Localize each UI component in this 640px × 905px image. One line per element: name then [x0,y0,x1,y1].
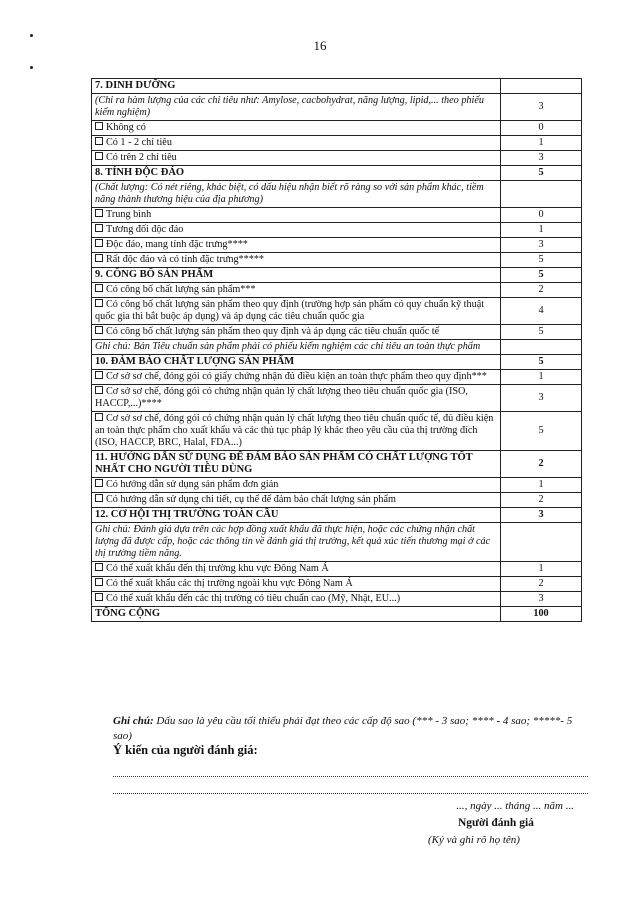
reviewer-opinion-label: Ý kiến của người đánh giá: [113,743,258,757]
checkbox-icon[interactable] [95,578,103,586]
description-row [92,181,582,208]
score-cell [501,523,582,562]
score-cell: 1 [501,223,582,238]
score-cell: 2 [501,451,582,478]
score-cell: 5 [501,268,582,283]
criterion-cell [92,412,501,451]
score-cell: 4 [501,298,582,325]
criterion-cell [92,592,501,607]
score-cell: 3 [501,508,582,523]
opinion-line-1[interactable] [113,776,588,777]
option-row [92,412,582,451]
criterion-cell [92,370,501,385]
score-cell: 5 [501,325,582,340]
option-row [92,298,582,325]
score-cell: 1 [501,370,582,385]
option-row [92,577,582,592]
score-cell: 3 [501,94,582,121]
checkbox-icon[interactable] [95,593,103,601]
criterion-text: Có công bố chất lượng sản phẩm theo quy định (trường hợp sản phẩm có quy chuẩn kỹ thuật quốc gia thì bắt buộc áp dụng) và áp dụng các tiêu chuẩn quốc gia [95,299,485,322]
criterion-cell [92,253,501,268]
scoring-table [91,78,582,622]
criterion-text: TỔNG CỘNG [95,608,161,619]
criterion-text: Ghi chú: Bản Tiêu chuẩn sản phẩm phải có phiếu kiểm nghiệm các chỉ tiêu an toàn thực phẩm [95,341,481,352]
score-cell: 2 [501,577,582,592]
criterion-cell [92,136,501,151]
checkbox-icon[interactable] [95,326,103,334]
section-header-row [92,508,582,523]
score-cell: 3 [501,385,582,412]
option-row [92,151,582,166]
section-header-row [92,79,582,94]
criterion-text: (Chất lượng: Có nét riêng, khác biệt, có dấu hiệu nhận biết rõ ràng so với sản phẩm khác, tiềm năng thành thương hiệu của địa phương) [95,182,484,205]
margin-mark [30,66,33,69]
page-number: 16 [313,38,327,53]
criterion-cell [92,121,501,136]
criterion-cell [92,208,501,223]
criterion-cell [92,238,501,253]
score-cell: 2 [501,283,582,298]
criterion-text: Có công bố chất lượng sản phẩm theo quy định và áp dụng các tiêu chuẩn quốc tế [106,326,440,337]
score-cell: 1 [501,562,582,577]
option-row [92,385,582,412]
footnote [113,714,593,744]
score-cell: 2 [501,493,582,508]
score-cell: 0 [501,121,582,136]
checkbox-icon[interactable] [95,224,103,232]
criterion-text: Trung bình [106,209,152,220]
score-cell: 5 [501,355,582,370]
criterion-text: (Chỉ ra hàm lượng của các chỉ tiêu như: Amylose, cacbohydrat, năng lượng, lipid,... theo phiếu kiểm nghiệm) [95,95,484,118]
criterion-text: 7. DINH DƯỠNG [95,80,176,91]
score-cell: 5 [501,166,582,181]
checkbox-icon[interactable] [95,239,103,247]
criterion-text: Có 1 - 2 chỉ tiêu [106,137,172,148]
option-row [92,592,582,607]
checkbox-icon[interactable] [95,371,103,379]
criterion-text: Có thể xuất khẩu đến thị trường khu vực Đông Nam Á [106,563,329,574]
section-header-row [92,451,582,478]
criterion-cell [92,478,501,493]
option-row [92,370,582,385]
checkbox-icon[interactable] [95,413,103,421]
option-row [92,325,582,340]
criterion-cell [92,508,501,523]
score-cell [501,79,582,94]
criterion-text: 8. TÍNH ĐỘC ĐÁO [95,167,185,178]
score-cell: 1 [501,478,582,493]
description-row [92,340,582,355]
score-cell: 5 [501,412,582,451]
criterion-text: Cơ sở sơ chế, đóng gói có chứng nhận quản lý chất lượng theo tiêu chuẩn quốc gia (ISO, HACCP,...)**** [95,386,468,409]
score-cell: 3 [501,592,582,607]
criterion-cell [92,451,501,478]
score-cell: 1 [501,136,582,151]
margin-mark [30,34,33,37]
signer-note: (Ký và ghi rõ họ tên) [428,834,520,846]
criterion-text: 12. CƠ HỘI THỊ TRƯỜNG TOÀN CẦU [95,509,279,520]
signer-title: Người đánh giá [458,817,534,829]
criterion-cell [92,523,501,562]
option-row [92,121,582,136]
criterion-text: 10. ĐẢM BẢO CHẤT LƯỢNG SẢN PHẨM [95,356,295,367]
criterion-text: Không có [106,122,146,133]
criterion-text: Có thể xuất khẩu các thị trường ngoài khu vực Đông Nam Á [106,578,353,589]
option-row [92,478,582,493]
criterion-cell [92,298,501,325]
checkbox-icon[interactable] [95,494,103,502]
criterion-text: Độc đáo, mang tính đặc trưng**** [106,239,248,250]
criterion-cell [92,166,501,181]
date-line: ..., ngày ... tháng ... năm ... [456,800,574,812]
option-row [92,562,582,577]
section-header-row [92,355,582,370]
score-cell [501,181,582,208]
criterion-cell [92,340,501,355]
checkbox-icon[interactable] [95,284,103,292]
footnote-text: Dấu sao là yêu cầu tối thiểu phải đạt theo các cấp độ sao (*** - 3 sao; **** - 4 sao; *****- 5 sao) [113,715,573,742]
checkbox-icon[interactable] [95,254,103,262]
description-row [92,523,582,562]
criterion-text: Cơ sở sơ chế, đóng gói có giấy chứng nhận đủ điều kiện an toàn thực phẩm theo quy định*** [106,371,487,382]
criterion-cell [92,355,501,370]
checkbox-icon[interactable] [95,137,103,145]
option-row [92,253,582,268]
section-header-row [92,166,582,181]
opinion-line-2[interactable] [113,793,588,794]
option-row [92,238,582,253]
checkbox-icon[interactable] [95,152,103,160]
criterion-cell [92,94,501,121]
criterion-text: 9. CÔNG BỐ SẢN PHẨM [95,269,214,280]
criterion-text: Rất độc đáo và có tính đặc trưng***** [106,254,265,265]
score-cell: 0 [501,208,582,223]
criterion-text: 11. HƯỚNG DẪN SỬ DỤNG ĐỂ ĐẢM BẢO SẢN PHẨM CÓ CHẤT LƯỢNG TỐT NHẤT CHO NGƯỜI TIÊU DÙNG [95,452,473,475]
criterion-cell [92,325,501,340]
criterion-cell [92,493,501,508]
checkbox-icon[interactable] [95,563,103,571]
criterion-cell [92,385,501,412]
footnote-label: Ghi chú: [113,715,154,727]
section-header-row [92,607,582,622]
criterion-cell [92,607,501,622]
criterion-text: Có trên 2 chỉ tiêu [106,152,177,163]
checkbox-icon[interactable] [95,386,103,394]
score-cell [501,340,582,355]
checkbox-icon[interactable] [95,122,103,130]
criterion-cell [92,283,501,298]
score-cell: 5 [501,253,582,268]
option-row [92,493,582,508]
criterion-cell [92,268,501,283]
checkbox-icon[interactable] [95,299,103,307]
criterion-text: Có thể xuất khẩu đến các thị trường có tiêu chuẩn cao (Mỹ, Nhật, EU...) [106,593,401,604]
criterion-text: Có hướng dẫn sử dụng chi tiết, cụ thể để đảm bảo chất lượng sản phẩm [106,494,396,505]
criterion-cell [92,223,501,238]
criterion-cell [92,151,501,166]
criterion-text: Ghi chú: Đánh giá dựa trên các hợp đồng xuất khẩu đã thực hiện, hoặc các chứng nhận chất lượng đã được cấp, hoặc các thông tin về đánh giá thị trường, kết quả xúc tiến thương mại ở các thị trường tiềm năng. [95,524,491,559]
score-cell: 100 [501,607,582,622]
checkbox-icon[interactable] [95,479,103,487]
criterion-text: Cơ sở sơ chế, đóng gói có chứng nhận quản lý chất lượng theo tiêu chuẩn quốc tế, đủ điều kiện an toàn thực phẩm cho xuất khẩu và các thủ tục pháp lý khác theo yêu cầu của thị trường đích (ISO, HACCP, BRC, Halal, FDA...) [95,413,494,448]
description-row [92,94,582,121]
checkbox-icon[interactable] [95,209,103,217]
option-row [92,223,582,238]
criterion-cell [92,79,501,94]
section-header-row [92,268,582,283]
option-row [92,283,582,298]
score-cell: 3 [501,238,582,253]
criterion-text: Tương đối độc đáo [106,224,184,235]
criterion-cell [92,577,501,592]
criterion-cell [92,181,501,208]
option-row [92,136,582,151]
option-row [92,208,582,223]
score-cell: 3 [501,151,582,166]
criterion-cell [92,562,501,577]
criterion-text: Có hướng dẫn sử dụng sản phẩm đơn giản [106,479,279,490]
criterion-text: Có công bố chất lượng sản phẩm*** [106,284,256,295]
